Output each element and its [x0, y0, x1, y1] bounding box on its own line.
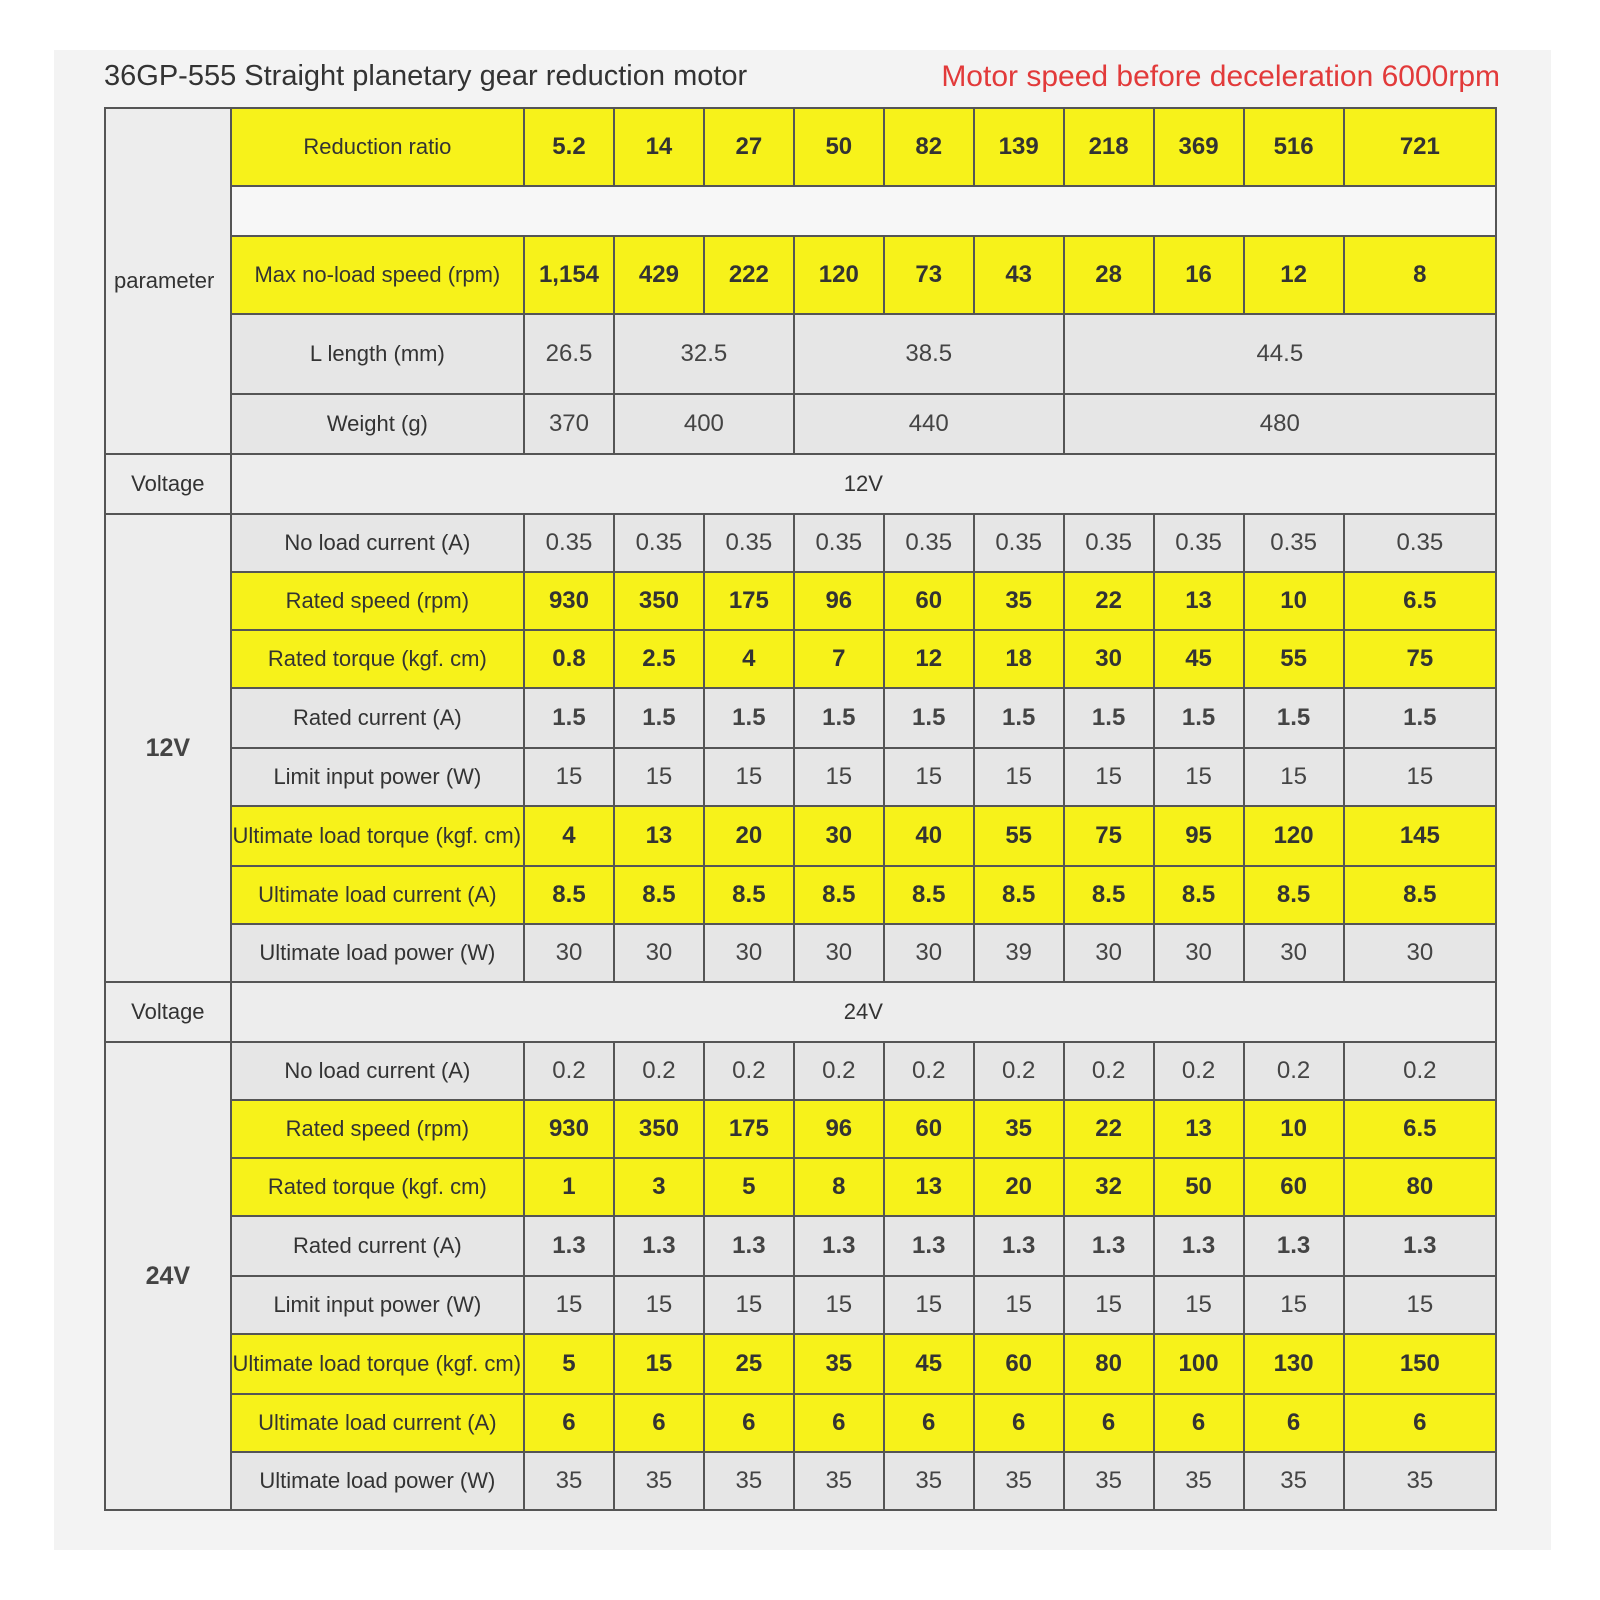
table-row — [105, 1100, 1496, 1158]
value-cell: 1.3 — [794, 1216, 884, 1276]
table-row — [105, 924, 1496, 982]
table-row — [105, 982, 1496, 1042]
row-label: No load current (A) — [231, 1042, 524, 1100]
value-cell: 30 — [524, 924, 614, 982]
value-cell: 370 — [524, 394, 614, 454]
value-cell: 0.35 — [1154, 514, 1244, 572]
value-cell: 15 — [1244, 748, 1344, 806]
value-cell: 16 — [1154, 236, 1244, 314]
table-row — [105, 108, 1496, 186]
table-row — [105, 630, 1496, 688]
row-label: Rated torque (kgf. cm) — [231, 1158, 524, 1216]
value-cell: 5 — [524, 1334, 614, 1394]
value-cell: 82 — [884, 108, 974, 186]
value-cell: 28 — [1064, 236, 1154, 314]
value-cell: 30 — [1064, 924, 1154, 982]
value-cell: 30 — [884, 924, 974, 982]
value-cell: 0.35 — [614, 514, 704, 572]
value-cell: 3 — [614, 1158, 704, 1216]
value-cell: 1.3 — [614, 1216, 704, 1276]
blank-spacer-row — [231, 186, 1496, 236]
value-cell: 30 — [1154, 924, 1244, 982]
value-cell: 6.5 — [1344, 1100, 1496, 1158]
value-cell: 0.2 — [1244, 1042, 1344, 1100]
row-label: Reduction ratio — [231, 108, 524, 186]
row-label: Weight (g) — [231, 394, 524, 454]
value-cell: 15 — [974, 748, 1064, 806]
value-cell: 44.5 — [1064, 314, 1496, 394]
value-cell: 930 — [524, 1100, 614, 1158]
value-cell: 13 — [1154, 1100, 1244, 1158]
value-cell: 30 — [614, 924, 704, 982]
value-cell: 32.5 — [614, 314, 794, 394]
value-cell: 6 — [1344, 1394, 1496, 1452]
voltage-value: 24V — [231, 982, 1496, 1042]
value-cell: 4 — [524, 806, 614, 866]
value-cell: 15 — [524, 1276, 614, 1334]
value-cell: 35 — [1064, 1452, 1154, 1510]
table-row — [105, 1158, 1496, 1216]
value-cell: 18 — [974, 630, 1064, 688]
value-cell: 35 — [974, 1100, 1064, 1158]
sheet-title: 36GP-555 Straight planetary gear reduction motor — [104, 60, 748, 92]
row-label: Rated speed (rpm) — [231, 1100, 524, 1158]
value-cell: 350 — [614, 1100, 704, 1158]
value-cell: 15 — [614, 748, 704, 806]
value-cell: 440 — [794, 394, 1064, 454]
value-cell: 0.2 — [614, 1042, 704, 1100]
value-cell: 6 — [704, 1394, 794, 1452]
value-cell: 1.5 — [794, 688, 884, 748]
value-cell: 0.2 — [974, 1042, 1064, 1100]
table-row — [105, 572, 1496, 630]
value-cell: 6 — [884, 1394, 974, 1452]
value-cell: 218 — [1064, 108, 1154, 186]
row-label: Ultimate load current (A) — [231, 1394, 524, 1452]
value-cell: 15 — [524, 748, 614, 806]
value-cell: 0.2 — [794, 1042, 884, 1100]
value-cell: 75 — [1344, 630, 1496, 688]
value-cell: 8.5 — [1064, 866, 1154, 924]
value-cell: 95 — [1154, 806, 1244, 866]
value-cell: 400 — [614, 394, 794, 454]
value-cell: 350 — [614, 572, 704, 630]
value-cell: 45 — [884, 1334, 974, 1394]
value-cell: 0.35 — [524, 514, 614, 572]
row-label: Ultimate load power (W) — [231, 924, 524, 982]
value-cell: 45 — [1154, 630, 1244, 688]
value-cell: 50 — [1154, 1158, 1244, 1216]
value-cell: 15 — [614, 1334, 704, 1394]
table-row — [105, 866, 1496, 924]
value-cell: 1.5 — [1244, 688, 1344, 748]
value-cell: 55 — [974, 806, 1064, 866]
value-cell: 516 — [1244, 108, 1344, 186]
value-cell: 120 — [1244, 806, 1344, 866]
table-row — [105, 748, 1496, 806]
value-cell: 15 — [1064, 1276, 1154, 1334]
value-cell: 35 — [974, 572, 1064, 630]
value-cell: 13 — [884, 1158, 974, 1216]
table-row — [105, 186, 1496, 236]
row-label: Ultimate load current (A) — [231, 866, 524, 924]
value-cell: 60 — [1244, 1158, 1344, 1216]
row-label: Ultimate load torque (kgf. cm) — [231, 1334, 524, 1394]
value-cell: 8.5 — [794, 866, 884, 924]
value-cell: 15 — [794, 748, 884, 806]
value-cell: 22 — [1064, 572, 1154, 630]
value-cell: 96 — [794, 1100, 884, 1158]
row-label: Rated speed (rpm) — [231, 572, 524, 630]
row-label: Ultimate load torque (kgf. cm) — [231, 806, 524, 866]
value-cell: 222 — [704, 236, 794, 314]
table-row — [105, 1276, 1496, 1334]
value-cell: 14 — [614, 108, 704, 186]
value-cell: 15 — [614, 1276, 704, 1334]
value-cell: 26.5 — [524, 314, 614, 394]
value-cell: 27 — [704, 108, 794, 186]
row-label: No load current (A) — [231, 514, 524, 572]
motor-speed-note: Motor speed before deceleration 6000rpm — [941, 60, 1500, 93]
value-cell: 40 — [884, 806, 974, 866]
value-cell: 8.5 — [974, 866, 1064, 924]
value-cell: 15 — [1344, 1276, 1496, 1334]
value-cell: 150 — [1344, 1334, 1496, 1394]
value-cell: 1 — [524, 1158, 614, 1216]
value-cell: 6 — [974, 1394, 1064, 1452]
value-cell: 175 — [704, 1100, 794, 1158]
value-cell: 0.2 — [884, 1042, 974, 1100]
value-cell: 0.35 — [1344, 514, 1496, 572]
row-label: L length (mm) — [231, 314, 524, 394]
voltage-value: 12V — [231, 454, 1496, 514]
value-cell: 1.3 — [1064, 1216, 1154, 1276]
value-cell: 8.5 — [1154, 866, 1244, 924]
value-cell: 8.5 — [1244, 866, 1344, 924]
value-cell: 7 — [794, 630, 884, 688]
value-cell: 80 — [1064, 1334, 1154, 1394]
value-cell: 145 — [1344, 806, 1496, 866]
value-cell: 35 — [524, 1452, 614, 1510]
value-cell: 6 — [524, 1394, 614, 1452]
table-row — [105, 236, 1496, 314]
row-label: Rated torque (kgf. cm) — [231, 630, 524, 688]
voltage-label: Voltage — [105, 454, 231, 514]
value-cell: 35 — [794, 1334, 884, 1394]
value-cell: 35 — [704, 1452, 794, 1510]
value-cell: 32 — [1064, 1158, 1154, 1216]
value-cell: 0.35 — [1064, 514, 1154, 572]
table-row — [105, 688, 1496, 748]
value-cell: 139 — [974, 108, 1064, 186]
value-cell: 12 — [1244, 236, 1344, 314]
value-cell: 1.5 — [884, 688, 974, 748]
value-cell: 75 — [1064, 806, 1154, 866]
voltage-label: Voltage — [105, 982, 231, 1042]
value-cell: 39 — [974, 924, 1064, 982]
value-cell: 0.35 — [884, 514, 974, 572]
value-cell: 35 — [974, 1452, 1064, 1510]
row-label: Max no-load speed (rpm) — [231, 236, 524, 314]
value-cell: 6 — [1244, 1394, 1344, 1452]
value-cell: 5.2 — [524, 108, 614, 186]
value-cell: 30 — [1064, 630, 1154, 688]
table-row — [105, 1394, 1496, 1452]
voltage-group-label: 12V — [105, 514, 231, 982]
value-cell: 15 — [1244, 1276, 1344, 1334]
value-cell: 12 — [884, 630, 974, 688]
value-cell: 1,154 — [524, 236, 614, 314]
value-cell: 35 — [794, 1452, 884, 1510]
value-cell: 50 — [794, 108, 884, 186]
value-cell: 96 — [794, 572, 884, 630]
value-cell: 721 — [1344, 108, 1496, 186]
voltage-group-label: 24V — [105, 1042, 231, 1510]
row-label: Limit input power (W) — [231, 748, 524, 806]
table-row — [105, 1042, 1496, 1100]
value-cell: 0.2 — [524, 1042, 614, 1100]
value-cell: 1.3 — [1154, 1216, 1244, 1276]
value-cell: 429 — [614, 236, 704, 314]
value-cell: 20 — [974, 1158, 1064, 1216]
value-cell: 0.8 — [524, 630, 614, 688]
table-row — [105, 454, 1496, 514]
parameter-group-label: parameter — [105, 108, 231, 454]
value-cell: 8.5 — [524, 866, 614, 924]
value-cell: 15 — [884, 748, 974, 806]
value-cell: 1.5 — [1344, 688, 1496, 748]
value-cell: 35 — [1344, 1452, 1496, 1510]
value-cell: 15 — [1154, 748, 1244, 806]
value-cell: 5 — [704, 1158, 794, 1216]
table-row — [105, 1216, 1496, 1276]
value-cell: 1.3 — [1344, 1216, 1496, 1276]
value-cell: 55 — [1244, 630, 1344, 688]
value-cell: 0.35 — [974, 514, 1064, 572]
value-cell: 1.5 — [1154, 688, 1244, 748]
value-cell: 30 — [794, 806, 884, 866]
value-cell: 1.3 — [974, 1216, 1064, 1276]
value-cell: 13 — [614, 806, 704, 866]
value-cell: 73 — [884, 236, 974, 314]
value-cell: 22 — [1064, 1100, 1154, 1158]
value-cell: 15 — [704, 748, 794, 806]
value-cell: 25 — [704, 1334, 794, 1394]
value-cell: 8.5 — [704, 866, 794, 924]
value-cell: 15 — [1154, 1276, 1244, 1334]
table-row — [105, 314, 1496, 394]
value-cell: 120 — [794, 236, 884, 314]
value-cell: 10 — [1244, 572, 1344, 630]
value-cell: 100 — [1154, 1334, 1244, 1394]
value-cell: 1.5 — [614, 688, 704, 748]
table-row — [105, 1452, 1496, 1510]
value-cell: 30 — [794, 924, 884, 982]
value-cell: 130 — [1244, 1334, 1344, 1394]
value-cell: 1.5 — [1064, 688, 1154, 748]
value-cell: 0.35 — [704, 514, 794, 572]
value-cell: 6 — [794, 1394, 884, 1452]
value-cell: 15 — [974, 1276, 1064, 1334]
value-cell: 0.35 — [794, 514, 884, 572]
value-cell: 13 — [1154, 572, 1244, 630]
value-cell: 1.3 — [1244, 1216, 1344, 1276]
value-cell: 175 — [704, 572, 794, 630]
value-cell: 480 — [1064, 394, 1496, 454]
value-cell: 1.3 — [884, 1216, 974, 1276]
spec-table — [104, 107, 1497, 1511]
value-cell: 1.3 — [704, 1216, 794, 1276]
table-row — [105, 1334, 1496, 1394]
value-cell: 15 — [704, 1276, 794, 1334]
value-cell: 35 — [614, 1452, 704, 1510]
table-row — [105, 394, 1496, 454]
value-cell: 1.5 — [974, 688, 1064, 748]
value-cell: 0.2 — [1064, 1042, 1154, 1100]
table-row — [105, 806, 1496, 866]
row-label: Rated current (A) — [231, 688, 524, 748]
value-cell: 1.3 — [524, 1216, 614, 1276]
value-cell: 15 — [884, 1276, 974, 1334]
value-cell: 15 — [794, 1276, 884, 1334]
value-cell: 0.2 — [1344, 1042, 1496, 1100]
value-cell: 8.5 — [614, 866, 704, 924]
value-cell: 0.35 — [1244, 514, 1344, 572]
value-cell: 930 — [524, 572, 614, 630]
value-cell: 6 — [614, 1394, 704, 1452]
value-cell: 6 — [1154, 1394, 1244, 1452]
row-label: Limit input power (W) — [231, 1276, 524, 1334]
value-cell: 2.5 — [614, 630, 704, 688]
value-cell: 6 — [1064, 1394, 1154, 1452]
value-cell: 43 — [974, 236, 1064, 314]
value-cell: 60 — [884, 572, 974, 630]
value-cell: 30 — [1344, 924, 1496, 982]
value-cell: 8.5 — [1344, 866, 1496, 924]
value-cell: 15 — [1064, 748, 1154, 806]
value-cell: 0.2 — [1154, 1042, 1244, 1100]
row-label: Rated current (A) — [231, 1216, 524, 1276]
table-row — [105, 514, 1496, 572]
value-cell: 20 — [704, 806, 794, 866]
value-cell: 1.5 — [704, 688, 794, 748]
value-cell: 60 — [974, 1334, 1064, 1394]
value-cell: 8 — [794, 1158, 884, 1216]
value-cell: 4 — [704, 630, 794, 688]
value-cell: 0.2 — [704, 1042, 794, 1100]
value-cell: 35 — [1244, 1452, 1344, 1510]
row-label: Ultimate load power (W) — [231, 1452, 524, 1510]
value-cell: 8.5 — [884, 866, 974, 924]
value-cell: 38.5 — [794, 314, 1064, 394]
value-cell: 1.5 — [524, 688, 614, 748]
value-cell: 6.5 — [1344, 572, 1496, 630]
value-cell: 10 — [1244, 1100, 1344, 1158]
value-cell: 8 — [1344, 236, 1496, 314]
value-cell: 369 — [1154, 108, 1244, 186]
value-cell: 60 — [884, 1100, 974, 1158]
value-cell: 80 — [1344, 1158, 1496, 1216]
value-cell: 30 — [1244, 924, 1344, 982]
value-cell: 30 — [704, 924, 794, 982]
value-cell: 15 — [1344, 748, 1496, 806]
value-cell: 35 — [884, 1452, 974, 1510]
value-cell: 35 — [1154, 1452, 1244, 1510]
